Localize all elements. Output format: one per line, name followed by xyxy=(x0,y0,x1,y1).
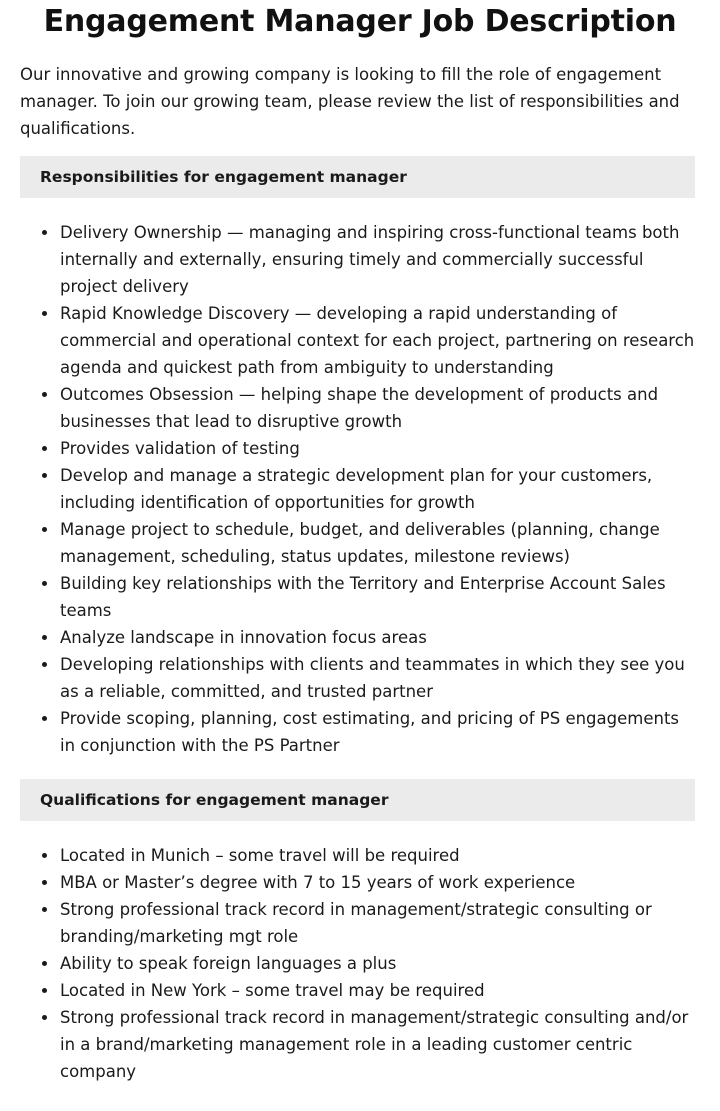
responsibilities-heading: Responsibilities for engagement manager xyxy=(20,156,695,198)
list-item: Provides validation of testing xyxy=(60,435,698,462)
qualifications-list xyxy=(0,842,720,1085)
list-item: Strong professional track record in management/strategic consulting and/or in a brand/marketing management role in a leading customer centric company xyxy=(60,1004,698,1085)
list-item: Manage project to schedule, budget, and deliverables (planning, change management, scheduling, status updates, milestone reviews) xyxy=(60,516,698,570)
page-title: Engagement Manager Job Description xyxy=(43,4,677,39)
list-item: MBA or Master’s degree with 7 to 15 years of work experience xyxy=(60,869,698,896)
intro-paragraph: Our innovative and growing company is looking to fill the role of engagement manager. To join our growing team, please review the list of responsibilities and qualifications. xyxy=(20,65,680,138)
list-item: Ability to speak foreign languages a plus xyxy=(60,950,698,977)
responsibilities-list xyxy=(0,219,720,759)
qualifications-heading: Qualifications for engagement manager xyxy=(20,779,695,821)
list-item: Strong professional track record in management/strategic consulting or branding/marketing mgt role xyxy=(60,896,698,950)
list-item: Analyze landscape in innovation focus areas xyxy=(60,624,698,651)
list-item: Located in Munich – some travel will be required xyxy=(60,842,698,869)
list-item: Delivery Ownership — managing and inspiring cross-functional teams both internally and externally, ensuring timely and commercially successful project delivery xyxy=(60,219,698,300)
list-item: Develop and manage a strategic development plan for your customers, including identification of opportunities for growth xyxy=(60,462,698,516)
list-item: Provide scoping, planning, cost estimating, and pricing of PS engagements in conjunction with the PS Partner xyxy=(60,705,698,759)
list-item: Outcomes Obsession — helping shape the development of products and businesses that lead to disruptive growth xyxy=(60,381,698,435)
list-item: Building key relationships with the Territory and Enterprise Account Sales teams xyxy=(60,570,698,624)
list-item: Located in New York – some travel may be required xyxy=(60,977,698,1004)
list-item: Rapid Knowledge Discovery — developing a rapid understanding of commercial and operational context for each project, partnering on research agenda and quickest path from ambiguity to understanding xyxy=(60,300,698,381)
list-item: Developing relationships with clients and teammates in which they see you as a reliable, committed, and trusted partner xyxy=(60,651,698,705)
